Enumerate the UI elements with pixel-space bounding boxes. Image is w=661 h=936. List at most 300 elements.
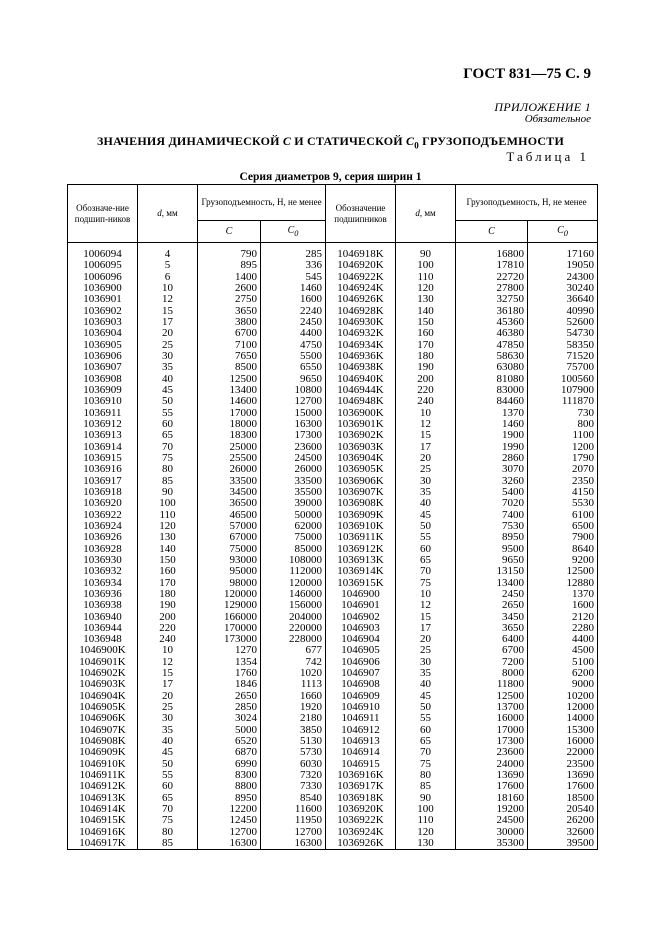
cell-c0-right: 4150 (528, 487, 598, 498)
cell-c-left: 3650 (198, 306, 261, 317)
cell-designation-left: 1046900K (68, 645, 138, 656)
cell-c0-left: 11600 (261, 804, 326, 815)
cell-d-left: 100 (138, 498, 198, 509)
cell-c-left: 1400 (198, 272, 261, 283)
cell-c0-right: 22000 (528, 747, 598, 758)
cell-d-left: 65 (138, 430, 198, 441)
cell-d-left: 15 (138, 668, 198, 679)
cell-c-left: 1354 (198, 657, 261, 668)
cell-c0-right: 730 (528, 408, 598, 419)
cell-designation-left: 1046915K (68, 815, 138, 826)
cell-c0-right: 100560 (528, 374, 598, 385)
header-d-unit: , мм (419, 208, 436, 218)
table-row (68, 328, 598, 339)
cell-designation-right: 1036913K (326, 555, 396, 566)
cell-c0-left: 1660 (261, 691, 326, 702)
cell-c-right: 45360 (456, 317, 528, 328)
cell-designation-right: 1046926K (326, 294, 396, 305)
cell-c-right: 8000 (456, 668, 528, 679)
cell-designation-left: 1036948 (68, 634, 138, 645)
cell-d-right: 60 (396, 544, 456, 555)
cell-d-right: 90 (396, 793, 456, 804)
cell-d-left: 80 (138, 464, 198, 475)
cell-designation-left: 1036901 (68, 294, 138, 305)
cell-designation-left: 1036938 (68, 600, 138, 611)
table-row (68, 396, 598, 407)
cell-designation-left: 1036936 (68, 589, 138, 600)
cell-c0-left: 26000 (261, 464, 326, 475)
header-c0-subscript: 0 (294, 228, 299, 238)
cell-d-right: 30 (396, 476, 456, 487)
cell-designation-right: 1046936K (326, 351, 396, 362)
cell-d-right: 17 (396, 623, 456, 634)
cell-designation-left: 1046911K (68, 770, 138, 781)
cell-d-right: 65 (396, 736, 456, 747)
cell-designation-left: 1046913K (68, 793, 138, 804)
cell-designation-left: 1046906K (68, 713, 138, 724)
cell-d-right: 40 (396, 679, 456, 690)
cell-designation-left: 1036940 (68, 612, 138, 623)
appendix-label: ПРИЛОЖЕНИЕ 1 (494, 100, 591, 114)
cell-designation-right: 1036914K (326, 566, 396, 577)
cell-designation-right: 1046924K (326, 283, 396, 294)
cell-designation-right: 1046903 (326, 623, 396, 634)
cell-c-right: 24500 (456, 815, 528, 826)
header-d-left (138, 185, 198, 243)
title-c0-subscript: 0 (414, 140, 419, 151)
cell-d-left: 120 (138, 521, 198, 532)
cell-designation-right: 1046928K (326, 306, 396, 317)
table-row (68, 464, 598, 475)
cell-c-left: 46500 (198, 510, 261, 521)
cell-designation-left: 1046912K (68, 781, 138, 792)
cell-c0-right: 71520 (528, 351, 598, 362)
cell-designation-right: 1046934K (326, 340, 396, 351)
cell-c-left: 120000 (198, 589, 261, 600)
header-load-left: Грузоподъемность, Н, не менее (198, 185, 326, 221)
cell-c0-right: 1100 (528, 430, 598, 441)
cell-c0-right: 13690 (528, 770, 598, 781)
cell-designation-left: 1036928 (68, 544, 138, 555)
cell-designation-left: 1046908K (68, 736, 138, 747)
cell-c-left: 2850 (198, 702, 261, 713)
cell-c0-left: 1020 (261, 668, 326, 679)
cell-designation-right: 1046901 (326, 600, 396, 611)
cell-d-left: 180 (138, 589, 198, 600)
table-row (68, 430, 598, 441)
cell-c0-left: 16300 (261, 838, 326, 850)
cell-designation-right: 1036908K (326, 498, 396, 509)
cell-designation-right: 1046905 (326, 645, 396, 656)
document-title (0, 134, 661, 150)
cell-designation-left: 1046902K (68, 668, 138, 679)
cell-designation-left: 1006094 (68, 243, 138, 261)
cell-designation-left: 1006096 (68, 272, 138, 283)
cell-c0-right: 30240 (528, 283, 598, 294)
cell-d-left: 160 (138, 566, 198, 577)
cell-designation-right: 1036906K (326, 476, 396, 487)
cell-c0-left: 24500 (261, 453, 326, 464)
cell-designation-right: 1046920K (326, 260, 396, 271)
cell-d-right: 15 (396, 430, 456, 441)
cell-d-left: 60 (138, 781, 198, 792)
cell-d-right: 90 (396, 243, 456, 261)
cell-c-right: 35300 (456, 838, 528, 850)
cell-designation-right: 1036911K (326, 532, 396, 543)
cell-c-right: 13150 (456, 566, 528, 577)
cell-d-left: 17 (138, 679, 198, 690)
cell-c0-right: 2280 (528, 623, 598, 634)
cell-c0-right: 6100 (528, 510, 598, 521)
cell-c-right: 7020 (456, 498, 528, 509)
cell-c0-left: 9650 (261, 374, 326, 385)
cell-designation-right: 1046907 (326, 668, 396, 679)
cell-c-left: 2650 (198, 691, 261, 702)
cell-c0-left: 220000 (261, 623, 326, 634)
header-designation-left: Обозначе-ние подшип-ников (68, 185, 138, 243)
cell-designation-left: 1036944 (68, 623, 138, 634)
cell-d-right: 220 (396, 385, 456, 396)
cell-d-left: 70 (138, 804, 198, 815)
cell-designation-left: 1036924 (68, 521, 138, 532)
cell-c-right: 27800 (456, 283, 528, 294)
cell-c0-left: 6550 (261, 362, 326, 373)
cell-c-right: 83000 (456, 385, 528, 396)
cell-c-left: 1270 (198, 645, 261, 656)
cell-designation-left: 1036922 (68, 510, 138, 521)
cell-c-right: 17600 (456, 781, 528, 792)
cell-c-right: 2450 (456, 589, 528, 600)
cell-c-right: 2650 (456, 600, 528, 611)
cell-c-right: 1900 (456, 430, 528, 441)
cell-d-left: 50 (138, 396, 198, 407)
cell-c0-right: 6500 (528, 521, 598, 532)
cell-d-right: 10 (396, 408, 456, 419)
cell-c0-left: 12700 (261, 827, 326, 838)
cell-d-right: 180 (396, 351, 456, 362)
cell-designation-left: 1036911 (68, 408, 138, 419)
cell-c-left: 2600 (198, 283, 261, 294)
cell-d-left: 45 (138, 747, 198, 758)
cell-c0-left: 742 (261, 657, 326, 668)
cell-c-left: 5000 (198, 725, 261, 736)
table-number-label: Таблица 1 (506, 149, 589, 164)
cell-designation-left: 1036908 (68, 374, 138, 385)
cell-designation-left: 1036903 (68, 317, 138, 328)
cell-c0-left: 35500 (261, 487, 326, 498)
cell-c-left: 7650 (198, 351, 261, 362)
cell-c0-left: 285 (261, 243, 326, 261)
cell-designation-right: 1036917K (326, 781, 396, 792)
cell-c-right: 13400 (456, 578, 528, 589)
cell-d-left: 80 (138, 827, 198, 838)
cell-d-left: 150 (138, 555, 198, 566)
cell-c0-left: 5130 (261, 736, 326, 747)
cell-d-right: 25 (396, 645, 456, 656)
cell-c0-right: 32600 (528, 827, 598, 838)
cell-d-right: 160 (396, 328, 456, 339)
cell-c-left: 1846 (198, 679, 261, 690)
cell-d-right: 30 (396, 657, 456, 668)
cell-d-right: 70 (396, 747, 456, 758)
cell-c-left: 8800 (198, 781, 261, 792)
cell-c-right: 1370 (456, 408, 528, 419)
cell-designation-right: 1046914 (326, 747, 396, 758)
cell-c0-left: 336 (261, 260, 326, 271)
cell-designation-left: 1046907K (68, 725, 138, 736)
load-capacity-table (67, 184, 598, 850)
cell-c-left: 8300 (198, 770, 261, 781)
cell-c-left: 57000 (198, 521, 261, 532)
cell-c0-right: 8640 (528, 544, 598, 555)
cell-c-left: 67000 (198, 532, 261, 543)
cell-d-left: 130 (138, 532, 198, 543)
cell-designation-right: 1046930K (326, 317, 396, 328)
cell-c-right: 24000 (456, 759, 528, 770)
cell-d-right: 50 (396, 702, 456, 713)
cell-c0-right: 9200 (528, 555, 598, 566)
cell-c-left: 790 (198, 243, 261, 261)
cell-d-right: 25 (396, 464, 456, 475)
cell-designation-right: 1046918K (326, 243, 396, 261)
cell-d-right: 170 (396, 340, 456, 351)
cell-designation-left: 1036904 (68, 328, 138, 339)
cell-d-left: 45 (138, 385, 198, 396)
cell-d-right: 20 (396, 453, 456, 464)
cell-c0-right: 12880 (528, 578, 598, 589)
cell-designation-right: 1036903K (326, 442, 396, 453)
cell-c0-left: 4750 (261, 340, 326, 351)
cell-designation-left: 1046917K (68, 838, 138, 850)
cell-c-right: 13690 (456, 770, 528, 781)
cell-designation-right: 1046900 (326, 589, 396, 600)
cell-d-left: 75 (138, 815, 198, 826)
cell-c-right: 22720 (456, 272, 528, 283)
series-caption: Серия диаметров 9, серия ширин 1 (239, 171, 422, 183)
cell-c0-right: 5530 (528, 498, 598, 509)
cell-d-right: 17 (396, 442, 456, 453)
cell-c0-left: 12700 (261, 396, 326, 407)
cell-d-right: 130 (396, 294, 456, 305)
cell-c-left: 18300 (198, 430, 261, 441)
cell-d-right: 240 (396, 396, 456, 407)
cell-designation-right: 1036902K (326, 430, 396, 441)
table-row (68, 243, 598, 261)
cell-designation-right: 1046912 (326, 725, 396, 736)
cell-d-left: 85 (138, 476, 198, 487)
cell-c0-left: 3850 (261, 725, 326, 736)
cell-d-right: 60 (396, 725, 456, 736)
cell-c-left: 13400 (198, 385, 261, 396)
cell-d-left: 60 (138, 419, 198, 430)
header-c0-symbol: C (557, 224, 564, 236)
cell-c0-right: 36640 (528, 294, 598, 305)
cell-d-left: 4 (138, 243, 198, 261)
cell-d-right: 75 (396, 578, 456, 589)
cell-c0-right: 2120 (528, 612, 598, 623)
cell-c0-left: 23600 (261, 442, 326, 453)
cell-c-left: 16300 (198, 838, 261, 850)
cell-c-left: 12200 (198, 804, 261, 815)
cell-c-right: 1990 (456, 442, 528, 453)
header-d-symbol: d (157, 208, 162, 218)
cell-designation-right: 1046910 (326, 702, 396, 713)
cell-c-right: 2860 (456, 453, 528, 464)
cell-c0-right: 1790 (528, 453, 598, 464)
cell-c-right: 30000 (456, 827, 528, 838)
cell-c-left: 2750 (198, 294, 261, 305)
cell-designation-left: 1046901K (68, 657, 138, 668)
cell-d-left: 40 (138, 374, 198, 385)
header-d-unit: , мм (161, 208, 178, 218)
cell-d-right: 130 (396, 838, 456, 850)
cell-c0-right: 4400 (528, 634, 598, 645)
cell-designation-right: 1036922K (326, 815, 396, 826)
cell-designation-right: 1036916K (326, 770, 396, 781)
cell-d-left: 25 (138, 702, 198, 713)
cell-c-right: 17810 (456, 260, 528, 271)
cell-d-left: 20 (138, 328, 198, 339)
cell-c-left: 17000 (198, 408, 261, 419)
cell-d-right: 65 (396, 555, 456, 566)
cell-c0-left: 545 (261, 272, 326, 283)
cell-d-left: 12 (138, 294, 198, 305)
cell-c0-left: 2450 (261, 317, 326, 328)
cell-d-left: 50 (138, 759, 198, 770)
cell-d-right: 190 (396, 362, 456, 373)
cell-c-left: 129000 (198, 600, 261, 611)
cell-c-left: 170000 (198, 623, 261, 634)
cell-c0-left: 146000 (261, 589, 326, 600)
cell-c-left: 6990 (198, 759, 261, 770)
cell-d-right: 35 (396, 668, 456, 679)
cell-c-left: 75000 (198, 544, 261, 555)
cell-d-left: 85 (138, 838, 198, 850)
cell-designation-right: 1046938K (326, 362, 396, 373)
cell-designation-left: 1036932 (68, 566, 138, 577)
title-c-symbol: C (282, 134, 292, 148)
cell-c-left: 12500 (198, 374, 261, 385)
cell-c0-right: 4500 (528, 645, 598, 656)
cell-c0-left: 15000 (261, 408, 326, 419)
cell-c0-right: 19050 (528, 260, 598, 271)
cell-d-right: 50 (396, 521, 456, 532)
cell-c-left: 25000 (198, 442, 261, 453)
cell-c-right: 1460 (456, 419, 528, 430)
cell-designation-left: 1046909K (68, 747, 138, 758)
cell-c-right: 13700 (456, 702, 528, 713)
cell-c-left: 7100 (198, 340, 261, 351)
cell-c-right: 46380 (456, 328, 528, 339)
cell-c-right: 81080 (456, 374, 528, 385)
cell-designation-left: 1036913 (68, 430, 138, 441)
cell-c-right: 6700 (456, 645, 528, 656)
cell-c-right: 3070 (456, 464, 528, 475)
cell-c0-left: 1600 (261, 294, 326, 305)
cell-designation-left: 1036934 (68, 578, 138, 589)
cell-d-left: 5 (138, 260, 198, 271)
cell-designation-right: 1036915K (326, 578, 396, 589)
cell-c0-right: 24300 (528, 272, 598, 283)
table-row (68, 362, 598, 373)
cell-c-right: 6400 (456, 634, 528, 645)
cell-c0-left: 4400 (261, 328, 326, 339)
header-c0-right (528, 221, 598, 243)
cell-d-right: 10 (396, 589, 456, 600)
cell-c-right: 7200 (456, 657, 528, 668)
cell-c-right: 3450 (456, 612, 528, 623)
header-designation-right: Обозначение подшипников (326, 185, 396, 243)
cell-c0-right: 20540 (528, 804, 598, 815)
cell-d-right: 75 (396, 759, 456, 770)
header-c-left: C (198, 221, 261, 243)
cell-designation-left: 1036926 (68, 532, 138, 543)
cell-designation-left: 1036914 (68, 442, 138, 453)
cell-c-right: 12500 (456, 691, 528, 702)
cell-c0-right: 12000 (528, 702, 598, 713)
cell-d-left: 65 (138, 793, 198, 804)
cell-designation-right: 1036901K (326, 419, 396, 430)
cell-c-right: 9500 (456, 544, 528, 555)
cell-c0-left: 120000 (261, 578, 326, 589)
cell-d-right: 200 (396, 374, 456, 385)
cell-c-left: 8950 (198, 793, 261, 804)
cell-d-left: 190 (138, 600, 198, 611)
cell-c-left: 25500 (198, 453, 261, 464)
cell-d-right: 55 (396, 713, 456, 724)
cell-d-left: 75 (138, 453, 198, 464)
cell-d-right: 150 (396, 317, 456, 328)
header-d-symbol: d (415, 208, 420, 218)
cell-d-left: 35 (138, 725, 198, 736)
cell-c0-left: 85000 (261, 544, 326, 555)
cell-designation-right: 1036904K (326, 453, 396, 464)
cell-designation-left: 1036906 (68, 351, 138, 362)
cell-c0-right: 1200 (528, 442, 598, 453)
cell-designation-left: 1036916 (68, 464, 138, 475)
cell-c-left: 12450 (198, 815, 261, 826)
appendix-note: Обязательное (524, 113, 591, 125)
cell-c-left: 33500 (198, 476, 261, 487)
cell-designation-left: 1036902 (68, 306, 138, 317)
cell-c0-left: 33500 (261, 476, 326, 487)
cell-d-left: 90 (138, 487, 198, 498)
cell-d-right: 40 (396, 498, 456, 509)
cell-d-right: 110 (396, 272, 456, 283)
cell-c0-right: 800 (528, 419, 598, 430)
cell-c0-right: 1600 (528, 600, 598, 611)
cell-designation-left: 1036912 (68, 419, 138, 430)
cell-d-left: 170 (138, 578, 198, 589)
cell-designation-right: 1046904 (326, 634, 396, 645)
cell-d-left: 40 (138, 736, 198, 747)
cell-c0-right: 52600 (528, 317, 598, 328)
cell-c-left: 93000 (198, 555, 261, 566)
cell-c-right: 3260 (456, 476, 528, 487)
cell-c-left: 173000 (198, 634, 261, 645)
cell-d-left: 6 (138, 272, 198, 283)
cell-designation-right: 1036920K (326, 804, 396, 815)
cell-c0-right: 2350 (528, 476, 598, 487)
cell-d-left: 12 (138, 657, 198, 668)
cell-c0-right: 16000 (528, 736, 598, 747)
cell-designation-left: 1046910K (68, 759, 138, 770)
cell-c-right: 16800 (456, 243, 528, 261)
cell-c0-left: 10800 (261, 385, 326, 396)
cell-designation-right: 1046913 (326, 736, 396, 747)
title-c0-symbol: C (406, 134, 415, 148)
cell-c-right: 63080 (456, 362, 528, 373)
